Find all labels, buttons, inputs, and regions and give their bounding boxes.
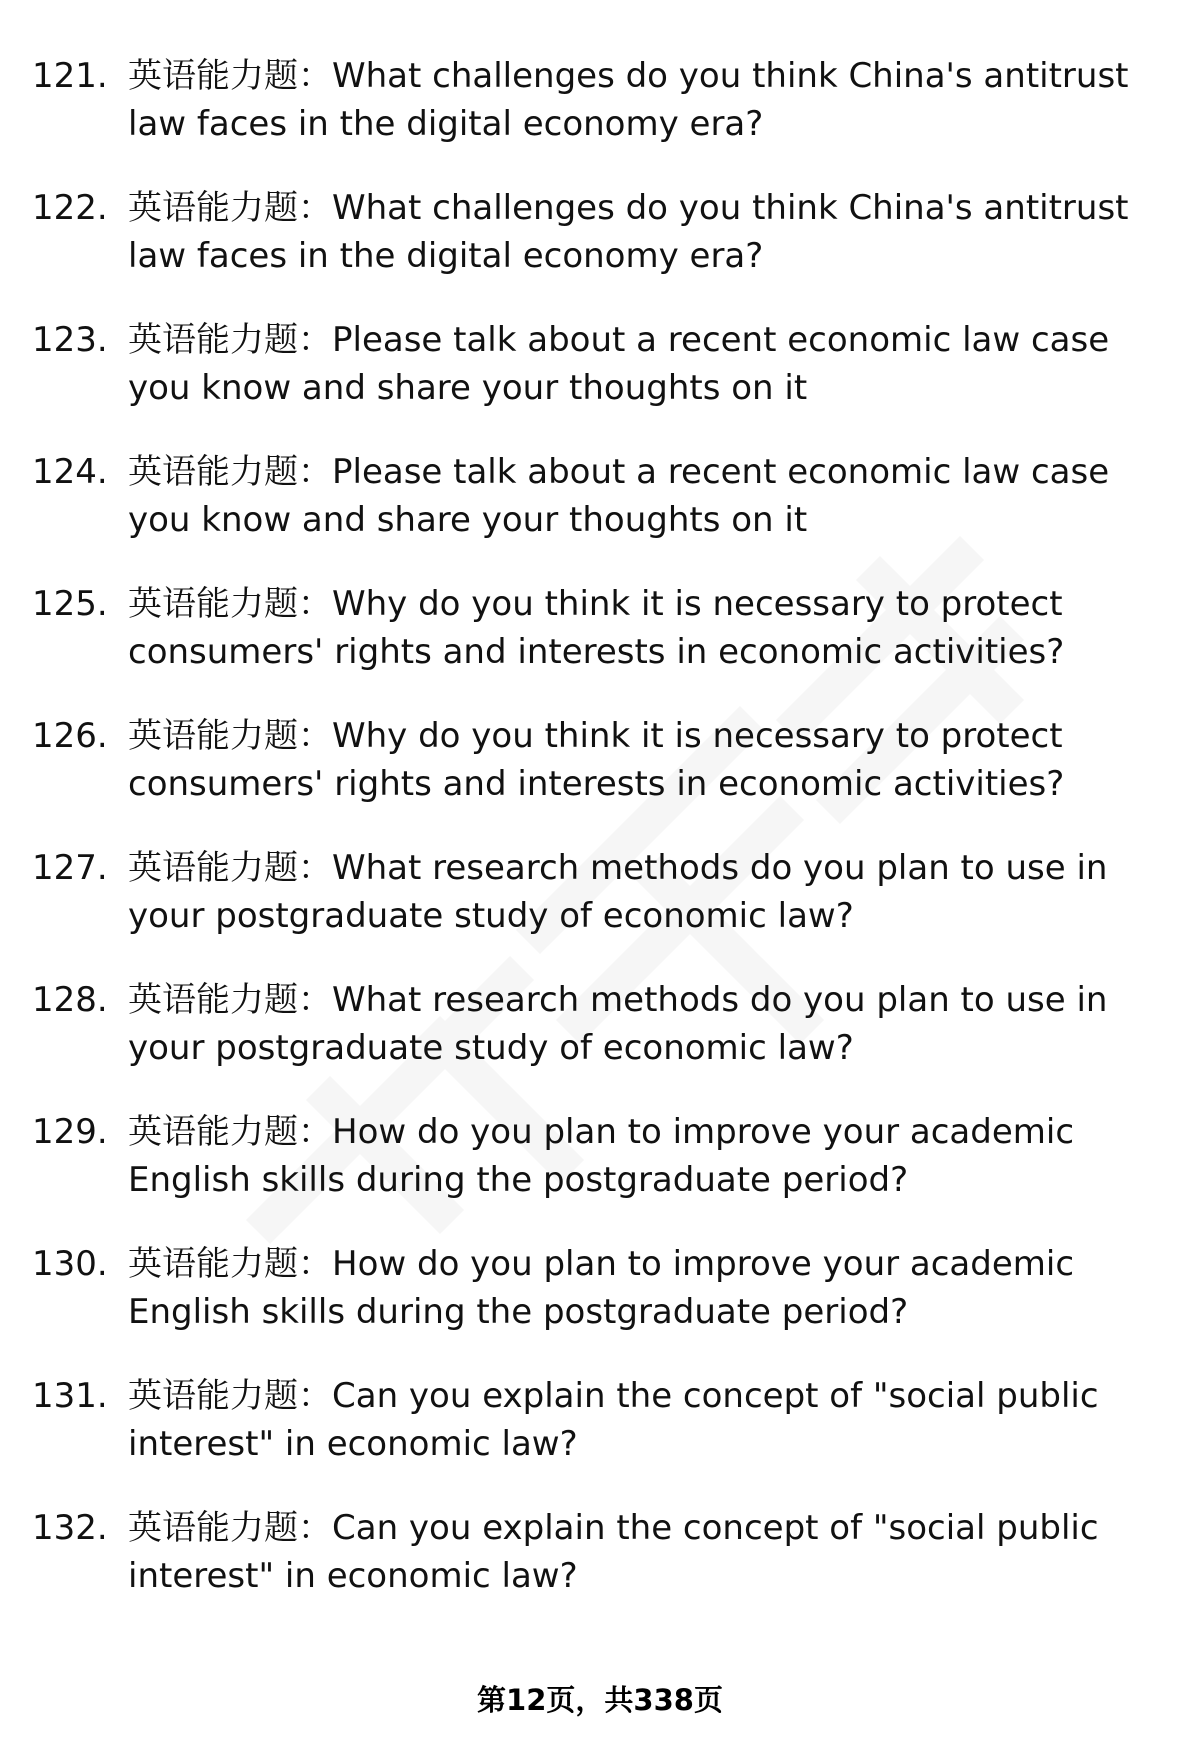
list-item (0, 1504, 1200, 1636)
question-prefix: 英语能力题： (128, 1112, 332, 1152)
question-prefix: 英语能力题： (128, 1376, 332, 1416)
list-item (0, 1108, 1200, 1240)
question-text: Please talk about a recent economic law case you know and share your thoughts on it (128, 452, 1110, 540)
question-number: 127. (32, 848, 108, 888)
question-prefix: 英语能力题： (128, 584, 332, 624)
question-number: 126. (32, 716, 108, 756)
question-number: 130. (32, 1244, 108, 1284)
question-number: 122. (32, 188, 108, 228)
list-item (0, 580, 1200, 712)
question-number: 121. (32, 56, 108, 96)
list-item (0, 844, 1200, 976)
question-body (128, 976, 1168, 1072)
question-list (0, 52, 1200, 1636)
page-footer: 第12页，共338页 (477, 1683, 723, 1717)
question-body (128, 52, 1168, 148)
question-text: What research methods do you plan to use in your postgraduate study of economic law? (128, 980, 1108, 1068)
question-number: 128. (32, 980, 108, 1020)
question-prefix: 英语能力题： (128, 56, 332, 96)
list-item (0, 1372, 1200, 1504)
question-body (128, 448, 1168, 544)
question-text: Why do you think it is necessary to protect consumers' rights and interests in economic activities? (128, 716, 1065, 804)
question-body (128, 580, 1168, 676)
question-text: Can you explain the concept of "social public interest" in economic law? (128, 1508, 1099, 1596)
list-item (0, 712, 1200, 844)
question-text: What challenges do you think China's antitrust law faces in the digital economy era? (128, 188, 1129, 276)
list-item (0, 316, 1200, 448)
question-body (128, 184, 1168, 280)
question-prefix: 英语能力题： (128, 716, 332, 756)
question-prefix: 英语能力题： (128, 1508, 332, 1548)
question-text: Please talk about a recent economic law case you know and share your thoughts on it (128, 320, 1110, 408)
question-body (128, 1504, 1168, 1600)
question-prefix: 英语能力题： (128, 188, 332, 228)
question-number: 129. (32, 1112, 108, 1152)
question-prefix: 英语能力题： (128, 980, 332, 1020)
question-body (128, 316, 1168, 412)
question-body (128, 1372, 1168, 1468)
question-prefix: 英语能力题： (128, 452, 332, 492)
list-item (0, 448, 1200, 580)
list-item (0, 976, 1200, 1108)
question-text: Can you explain the concept of "social public interest" in economic law? (128, 1376, 1099, 1464)
question-text: How do you plan to improve your academic English skills during the postgraduate period? (128, 1244, 1075, 1332)
question-text: What research methods do you plan to use in your postgraduate study of economic law? (128, 848, 1108, 936)
question-text: Why do you think it is necessary to protect consumers' rights and interests in economic activities? (128, 584, 1065, 672)
list-item (0, 1240, 1200, 1372)
question-number: 131. (32, 1376, 108, 1416)
question-body (128, 1108, 1168, 1204)
question-prefix: 英语能力题： (128, 1244, 332, 1284)
question-number: 132. (32, 1508, 108, 1548)
list-item (0, 184, 1200, 316)
question-number: 123. (32, 320, 108, 360)
question-number: 124. (32, 452, 108, 492)
list-item (0, 52, 1200, 184)
question-body (128, 712, 1168, 808)
question-text: How do you plan to improve your academic English skills during the postgraduate period? (128, 1112, 1075, 1200)
question-text: What challenges do you think China's antitrust law faces in the digital economy era? (128, 56, 1129, 144)
question-prefix: 英语能力题： (128, 848, 332, 888)
question-number: 125. (32, 584, 108, 624)
question-body (128, 1240, 1168, 1336)
question-prefix: 英语能力题： (128, 320, 332, 360)
question-body (128, 844, 1168, 940)
